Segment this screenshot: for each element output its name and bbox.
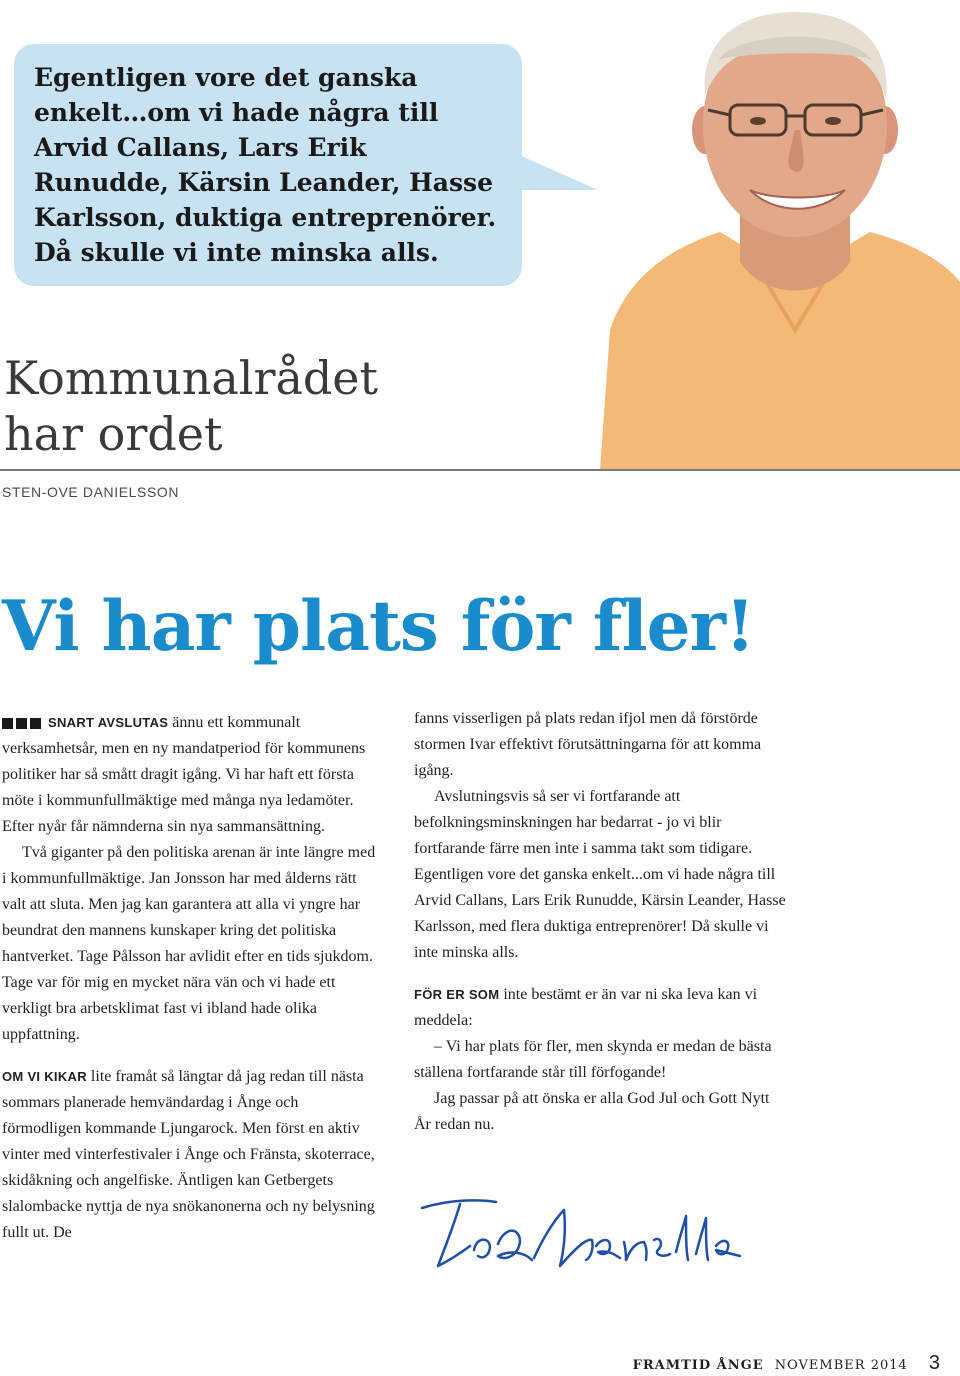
divider-rule (0, 469, 960, 471)
quote-line: Runudde, Kärsin Leander, Hasse (34, 168, 494, 197)
column-title-line-2: har ordet (4, 407, 223, 461)
page-number: 3 (928, 1352, 940, 1374)
paragraph-lead: OM VI KIKAR (2, 1069, 87, 1085)
section-marker-icon (2, 710, 44, 736)
text-column-right (414, 706, 786, 1138)
quote-line: Egentligen vore det ganska (34, 63, 418, 92)
paragraph: Jag passar på att önska er alla God Jul och Gott Nytt År redan nu. (414, 1090, 770, 1133)
paragraph-text: lite framåt så längtar då jag redan till nästa sommars planerade hemvändardag i Ånge och förmodligen kommande Ljungarock. Men först en aktiv vinter med vinterfestivaler i Ånge och Fränsta, skoterrace, skidåkning och angelfiske. Äntligen kan Getbergets slalombacke nyttja de nya snökanonerna och ny belysning fullt ut. De (2, 1068, 375, 1242)
paragraph (2, 710, 378, 840)
quote-bubble-tail (508, 150, 598, 190)
issue-date: NOVEMBER 2014 (774, 1358, 908, 1373)
paragraph: Avslutningsvis så ser vi fortfarande att befolkningsminskningen har bedarrat - jo vi blir fortfarande färre men inte i samma takt som tidigare. Egentligen vore det ganska enkelt...om vi hade några till Arvid Callans, Lars Erik Runudde, Kärsin Leander, Hasse Karlsson, med flera duktiga entreprenörer! Då skulle vi inte minska alls. (414, 788, 786, 961)
quote-line: Då skulle vi inte minska alls. (34, 238, 439, 267)
paragraph (414, 982, 786, 1034)
text-column-left (2, 710, 378, 1246)
paragraph-text: ännu ett kommunalt verksamhetsår, men en ny mandatperiod för kommunens politiker har så smått dragit igång. Vi har haft ett första möte i kommunfullmäktige med många nya ledamöter. Efter nyår får nämnderna sin nya sammansättning. (2, 714, 366, 836)
paragraph-text: inte bestämt er än var ni ska leva kan vi meddela: (414, 986, 758, 1029)
page-footer (633, 1352, 940, 1375)
paragraph (2, 1064, 378, 1246)
author-portrait (600, 0, 960, 470)
quote-line: enkelt…om vi hade några till (34, 98, 439, 127)
paragraph: fanns visserligen på plats redan ifjol men då förstörde stormen Ivar effektivt förutsättningarna för att komma igång. (414, 710, 762, 779)
magazine-name: FRAMTID ÅNGE (632, 1358, 764, 1373)
paragraph-lead: SNART AVSLUTAS (48, 715, 169, 730)
byline: STEN-OVE DANIELSSON (2, 484, 180, 500)
paragraph-lead: FÖR ER SOM (414, 987, 500, 1002)
paragraph: Två giganter på den politiska arenan är inte längre med i kommunfullmäktige. Jan Jonsson har med ålderns rätt valt att sluta. Men jag kan garantera att alla vi yngre har beundrat den mannens kunskaper kring det politiska hantverket. Tage Pålsson har avlidit efter en tids sjukdom. Tage var för mig en mycket nära vän och vi hade ett verkligt bra arbetsklimat fast vi ibland hade olika uppfattning. (2, 844, 376, 1044)
column-title (4, 350, 378, 462)
column-title-line-1: Kommunalrådet (4, 351, 379, 405)
pull-quote (34, 60, 514, 270)
quote-line: Arvid Callans, Lars Erik (34, 133, 367, 162)
paragraph: – Vi har plats för fler, men skynda er medan de bästa ställena fortfarande står till förfogande! (414, 1038, 772, 1081)
handwritten-signature (414, 1180, 754, 1290)
quote-line: Karlsson, duktiga entreprenörer. (34, 203, 497, 232)
headline: Vi har plats för fler! (2, 586, 755, 667)
